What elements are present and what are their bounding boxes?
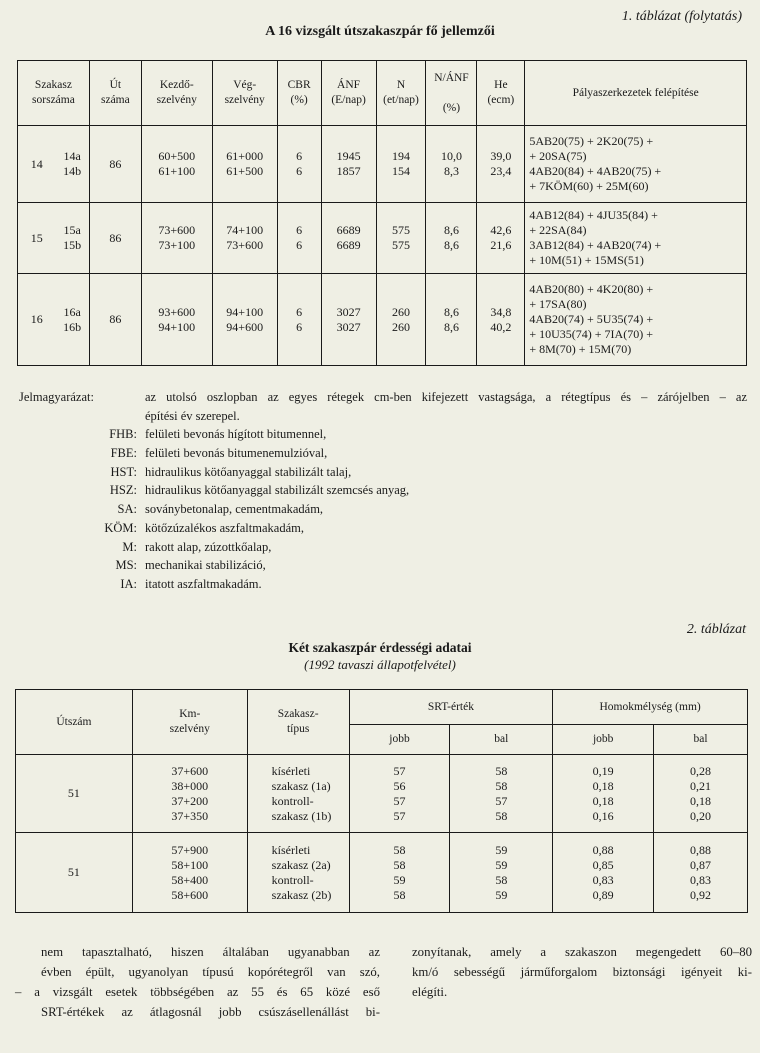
- legend: [17, 388, 747, 594]
- table-row: [18, 203, 747, 274]
- row-cbr: 6 6: [277, 126, 321, 203]
- table2-header-row: [16, 690, 748, 725]
- table2: [15, 689, 748, 913]
- legend-value: hidraulikus kötőanyaggal stabilizált szemcsés anyag,: [145, 483, 410, 498]
- header-n: N (et/nap): [376, 61, 426, 126]
- row-n: 575 575: [376, 203, 426, 274]
- header-kezdo: Kezdő- szelvény: [141, 61, 212, 126]
- row-sub: 16a 16b: [55, 274, 89, 366]
- table1: [17, 60, 747, 366]
- legend-item: [17, 575, 747, 594]
- row-n: 260 260: [376, 274, 426, 366]
- table1-header-row: [18, 61, 747, 126]
- text-line: SRT-értékek az átlagosnál jobb csúszásellenállást bi-: [41, 1005, 380, 1019]
- header-tipus: Szakasz- típus: [247, 690, 349, 755]
- row-ut: 86: [89, 203, 141, 274]
- row-he: 34,8 40,2: [477, 274, 525, 366]
- row-anf: 1945 1857: [321, 126, 376, 203]
- text-line: zonyítanak, amely a szakaszon megengedett 60–80: [412, 945, 752, 959]
- header-homok-bal: bal: [654, 725, 748, 755]
- legend-value: kötőzúzalékos aszfaltmakadám,: [145, 520, 304, 535]
- header-anf: ÁNF (E/nap): [321, 61, 376, 126]
- body-text-column-2: [412, 942, 752, 1002]
- legend-value: mechanikai stabilizáció,: [145, 558, 266, 573]
- row-cbr: 6 6: [277, 203, 321, 274]
- row-he: 42,6 21,6: [477, 203, 525, 274]
- header-palya: Pályaszerkezetek felépítése: [525, 61, 747, 126]
- row-ut: 86: [89, 274, 141, 366]
- legend-value: itatott aszfaltmakadám.: [145, 576, 262, 591]
- header-srt-jobb: jobb: [349, 725, 450, 755]
- legend-key: FBE:: [110, 446, 137, 461]
- row-kezdo: 93+600 94+100: [141, 274, 212, 366]
- row-kezdo: 60+500 61+100: [141, 126, 212, 203]
- legend-key: KÖM:: [104, 520, 137, 535]
- row-n: 194 154: [376, 126, 426, 203]
- legend-value: felületi bevonás bitumenemulzióval,: [145, 446, 328, 461]
- row-homok-bal: 0,88 0,87 0,83 0,92: [654, 833, 748, 913]
- legend-key: M:: [122, 539, 137, 554]
- row-srt-bal: 59 59 58 59: [450, 833, 553, 913]
- text-line: évben épült, ugyanolyan típusú kopórétegről van szó,: [41, 965, 380, 979]
- header-szakasz: Szakasz sorszáma: [18, 61, 90, 126]
- header-homok: Homokmélység (mm): [553, 690, 748, 725]
- row-ut: 86: [89, 126, 141, 203]
- row-struct: 4AB20(80) + 4K20(80) + + 17SA(80) 4AB20(74) + 5U35(74) + + 10U35(74) + 7IA(70) + + 8M(70) + 15M(70): [525, 274, 747, 366]
- row-km: 37+600 38+000 37+200 37+350: [132, 755, 247, 833]
- table2-title: Két szakaszpár érdességi adatai: [288, 640, 472, 655]
- row-tipus: kísérleti szakasz (1a) kontroll- szakasz (1b): [247, 755, 349, 833]
- row-veg: 74+100 73+600: [212, 203, 277, 274]
- legend-key: MS:: [115, 558, 137, 573]
- row-srt-bal: 58 58 57 58: [450, 755, 553, 833]
- legend-value: hidraulikus kötőanyaggal stabilizált talaj,: [145, 464, 352, 479]
- legend-title-row: [17, 388, 747, 407]
- legend-text-row: [17, 407, 747, 426]
- header-srt: SRT-érték: [349, 690, 553, 725]
- table1-title: A 16 vizsgált útszakaszpár fő jellemzői: [265, 24, 495, 39]
- legend-text-1: az utolsó oszlopban az egyes rétegek cm-ben kifejezett vastagsága, a rétegtípus és – zárójelben – az: [145, 390, 747, 404]
- row-anf: 3027 3027: [321, 274, 376, 366]
- header-utszam: Útszám: [16, 690, 133, 755]
- table-row: [16, 833, 748, 913]
- legend-item: [17, 500, 747, 519]
- header-veg: Vég- szelvény: [212, 61, 277, 126]
- legend-item: [17, 481, 747, 500]
- row-veg: 94+100 94+600: [212, 274, 277, 366]
- row-kezdo: 73+600 73+100: [141, 203, 212, 274]
- row-nanf: 10,0 8,3: [426, 126, 477, 203]
- row-struct: 5AB20(75) + 2K20(75) + + 20SA(75) 4AB20(84) + 4AB20(75) + + 7KÖM(60) + 25M(60): [525, 126, 747, 203]
- legend-item: [17, 425, 747, 444]
- legend-key: FHB:: [109, 427, 137, 442]
- row-nanf: 8,6 8,6: [426, 274, 477, 366]
- row-sub: 15a 15b: [55, 203, 89, 274]
- text-line: nem tapasztalható, hiszen általában ugyanabban az: [41, 945, 380, 959]
- legend-item: [17, 556, 747, 575]
- legend-item: [17, 444, 747, 463]
- text-line: km/ó sebességű járműforgalom biztonsági igényeit ki-: [412, 965, 752, 979]
- row-no: 16: [18, 274, 56, 366]
- row-tipus: kísérleti szakasz (2a) kontroll- szakasz (2b): [247, 833, 349, 913]
- row-veg: 61+000 61+500: [212, 126, 277, 203]
- body-text-column-1: [15, 942, 380, 1022]
- legend-value: soványbetonalap, cementmakadám,: [145, 502, 324, 517]
- table2-label: 2. táblázat: [686, 622, 746, 637]
- row-no: 14: [18, 126, 56, 203]
- legend-item: [17, 463, 747, 482]
- row-no: 15: [18, 203, 56, 274]
- header-ut: Út száma: [89, 61, 141, 126]
- header-cbr: CBR (%): [277, 61, 321, 126]
- header-nanf: N/ÁNF (%): [426, 61, 477, 126]
- table1-label: 1. táblázat (folytatás): [621, 9, 742, 24]
- legend-value: rakott alap, zúzottkőalap,: [145, 539, 272, 554]
- row-ut: 51: [16, 755, 133, 833]
- header-homok-jobb: jobb: [553, 725, 654, 755]
- header-srt-bal: bal: [450, 725, 553, 755]
- legend-key: HSZ:: [109, 483, 137, 498]
- legend-key: HST:: [110, 464, 137, 479]
- row-struct: 4AB12(84) + 4JU35(84) + + 22SA(84) 3AB12(84) + 4AB20(74) + + 10M(51) + 15MS(51): [525, 203, 747, 274]
- row-srt-jobb: 57 56 57 57: [349, 755, 450, 833]
- text-line: elégíti.: [412, 985, 448, 999]
- row-nanf: 8,6 8,6: [426, 203, 477, 274]
- header-km: Km- szelvény: [132, 690, 247, 755]
- table-row: [18, 126, 747, 203]
- legend-key: SA:: [117, 502, 137, 517]
- row-sub: 14a 14b: [55, 126, 89, 203]
- table2-subtitle: (1992 tavaszi állapotfelvétel): [304, 657, 456, 672]
- legend-title: Jelmagyarázat:: [19, 390, 94, 404]
- row-srt-jobb: 58 58 59 58: [349, 833, 450, 913]
- table-row: [16, 755, 748, 833]
- legend-value: felületi bevonás hígított bitumennel,: [145, 427, 327, 442]
- row-ut: 51: [16, 833, 133, 913]
- row-cbr: 6 6: [277, 274, 321, 366]
- legend-key: IA:: [120, 576, 137, 591]
- row-anf: 6689 6689: [321, 203, 376, 274]
- legend-item: [17, 538, 747, 557]
- row-he: 39,0 23,4: [477, 126, 525, 203]
- table-row: [18, 274, 747, 366]
- row-homok-jobb: 0,19 0,18 0,18 0,16: [553, 755, 654, 833]
- row-km: 57+900 58+100 58+400 58+600: [132, 833, 247, 913]
- row-homok-bal: 0,28 0,21 0,18 0,20: [654, 755, 748, 833]
- legend-text-2: építési év szerepel.: [145, 408, 240, 423]
- row-homok-jobb: 0,88 0,85 0,83 0,89: [553, 833, 654, 913]
- text-line: – a vizsgált esetek többségében az 55 és 65 közé eső: [15, 985, 380, 999]
- header-he: He (ecm): [477, 61, 525, 126]
- legend-item: [17, 519, 747, 538]
